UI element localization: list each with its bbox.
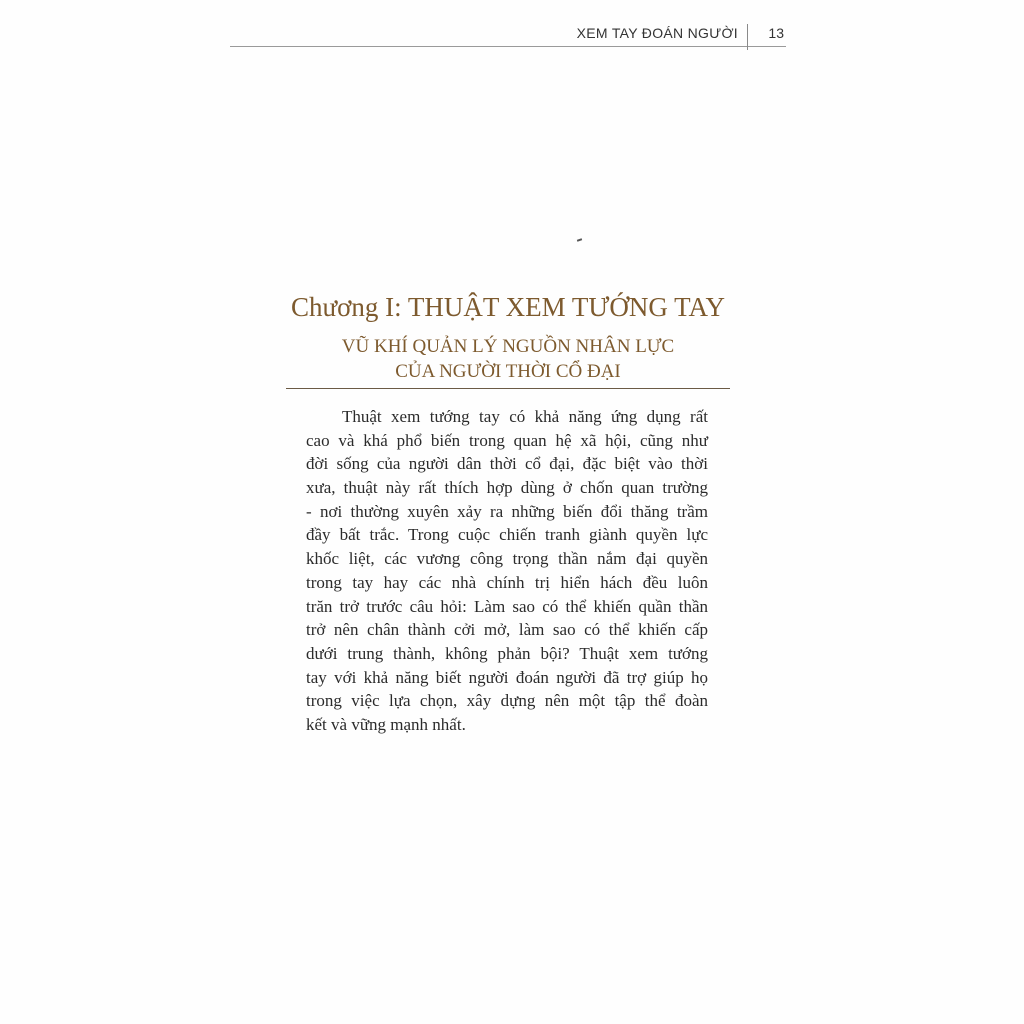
body-line: đời sống của người dân thời cổ đại, đặc biệt vào thời	[306, 454, 708, 474]
chapter-title: Chương I: THUẬT XEM TƯỚNG TAY	[291, 292, 725, 322]
body-line: Thuật xem tướng tay có khả năng ứng dụng rất	[342, 407, 708, 426]
running-title: XEM TAY ĐOÁN NGƯỜI	[576, 25, 738, 41]
body-line: đầy bất trắc. Trong cuộc chiến tranh giành quyền lực	[306, 525, 708, 545]
body-line: trở nên chân thành cởi mở, làm sao có thể khiến cấp	[306, 620, 708, 640]
body-line: khốc liệt, các vương công trọng thần nắm đại quyền	[306, 549, 708, 569]
title-underline-rule	[286, 388, 730, 389]
body-line: xưa, thuật này rất thích hợp dùng ở chốn quan trường	[306, 478, 708, 498]
body-line: dưới trung thành, không phản bội? Thuật xem tướng	[306, 643, 708, 663]
body-line: cao và khá phổ biến trong quan hệ xã hội, cũng như	[306, 430, 708, 450]
body-paragraph	[306, 405, 708, 737]
page-number: 13	[768, 25, 784, 41]
body-line: trong tay hay các nhà chính trị hiển hách đều luôn	[306, 572, 708, 592]
stray-ink-mark	[577, 238, 582, 241]
chapter-subtitle-line-2: CỦA NGƯỜI THỜI CỔ ĐẠI	[395, 361, 621, 382]
body-line: kết và vững mạnh nhất.	[306, 714, 466, 734]
body-line: - nơi thường xuyên xảy ra những biến đổi thăng trầm	[306, 501, 708, 521]
body-line: trong việc lựa chọn, xây dựng nên một tập thể đoàn	[306, 691, 708, 711]
chapter-subtitle-line-1: VŨ KHÍ QUẢN LÝ NGUỒN NHÂN LỰC	[341, 336, 675, 357]
running-header	[230, 22, 786, 47]
header-divider	[747, 24, 748, 50]
body-line: tay với khả năng biết người đoán người đã trợ giúp họ	[306, 667, 708, 687]
body-line: trăn trở trước câu hỏi: Làm sao có thể khiến quần thần	[306, 596, 708, 616]
